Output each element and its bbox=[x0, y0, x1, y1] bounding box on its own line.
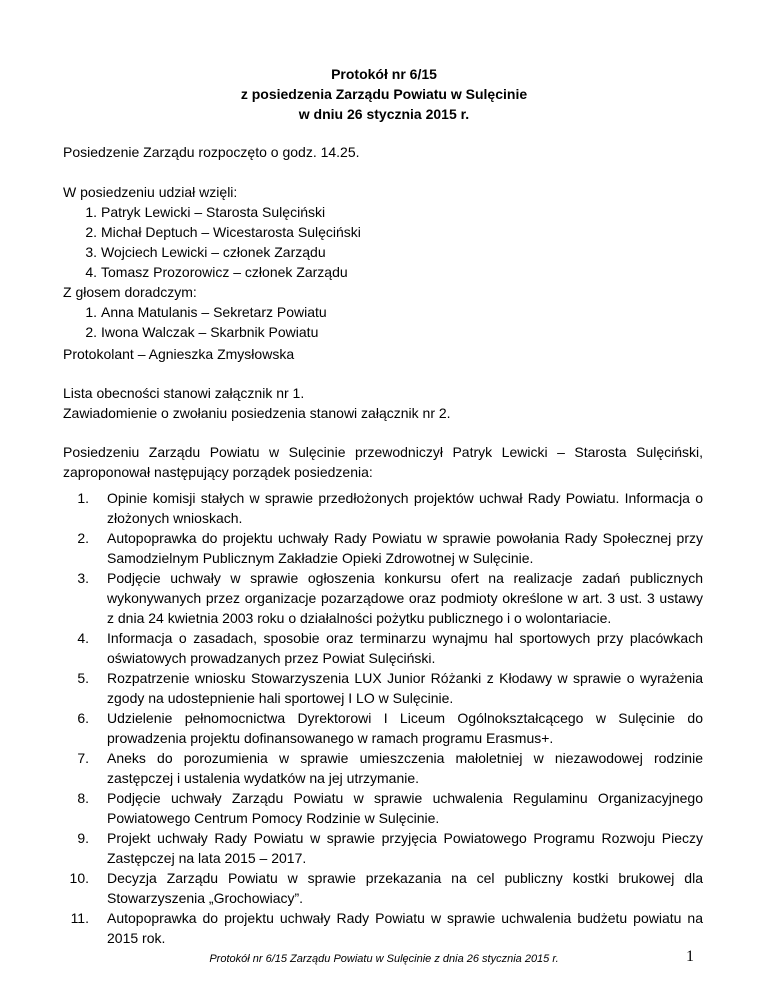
agenda-item: 6. Udzielenie pełnomocnictwa Dyrektorowi I Liceum Ogólnokształcącego w Sulęcinie do prowadzenia projektu dofinansowanego w ramach programu Erasmus+. bbox=[77, 710, 703, 746]
participants-section bbox=[63, 182, 703, 342]
list-item: 2. Iwona Walczak – Skarbnik Powiatu bbox=[85, 324, 319, 340]
page-footer: Protokół nr 6/15 Zarządu Powiatu w Sulęcinie z dnia 26 stycznia 2015 r. bbox=[209, 953, 559, 965]
agenda-item: 11. Autopoprawka do projektu uchwały Rady Powiatu w sprawie uchwalenia budżetu powiatu na 2015 rok. bbox=[70, 910, 703, 946]
agenda-item: 7. Aneks do porozumienia w sprawie umieszczenia małoletniej w niezawodowej rodzinie zastępczej i ustalenia wydatków na jej utrzymanie. bbox=[77, 750, 703, 786]
agenda-item: 8. Podjęcie uchwały Zarządu Powiatu w sprawie uchwalenia Regulaminu Organizacyjnego Powiatowego Centrum Pomocy Rodzinie w Sulęcinie. bbox=[77, 790, 703, 826]
agenda-list bbox=[63, 488, 703, 948]
agenda-item: 10. Decyzja Zarządu Powiatu w sprawie przekazania na cel publiczny kostki brukowej dla Stowarzyszenia „Grochowiacy”. bbox=[69, 870, 703, 906]
list-item: 1. Patryk Lewicki – Starosta Sulęciński bbox=[85, 204, 326, 220]
header-title: Protokół nr 6/15 bbox=[331, 66, 437, 82]
start-time-paragraph: Posiedzenie Zarządu rozpoczęto o godz. 14.25. bbox=[63, 144, 360, 160]
list-item: 1. Anna Matulanis – Sekretarz Powiatu bbox=[85, 304, 327, 320]
attachments-paragraph bbox=[63, 383, 703, 423]
chair-paragraph: Posiedzeniu Zarządu Powiatu w Sulęcinie przewodniczył Patryk Lewicki – Starosta Sulęciński, zaproponował następujący porządek posiedzenia: bbox=[63, 444, 703, 480]
agenda-item: 1. Opinie komisji stałych w sprawie przedłożonych projektów uchwał Rady Powiatu. Informacja o złożonych wnioskach. bbox=[77, 490, 703, 526]
list-item: 2. Michał Deptuch – Wicestarosta Sulęciński bbox=[85, 224, 361, 240]
agenda-item: 9. Projekt uchwały Rady Powiatu w sprawie przyjęcia Powiatowego Programu Rozwoju Pieczy Zastępczej na lata 2015 – 2017. bbox=[77, 830, 703, 866]
attachment-line: Zawiadomienie o zwołaniu posiedzenia stanowi załącznik nr 2. bbox=[63, 405, 451, 421]
list-item: 3. Wojciech Lewicki – członek Zarządu bbox=[85, 244, 326, 260]
advisory-list bbox=[75, 302, 703, 342]
participants-intro: W posiedzeniu udział wzięli: bbox=[63, 184, 238, 200]
agenda-item: 5. Rozpatrzenie wniosku Stowarzyszenia LUX Junior Różanki z Kłodawy w sprawie o wyrażenia zgody na udostepnienie hali sportowej I LO w Sulęcinie. bbox=[77, 670, 703, 706]
agenda-item: 2. Autopoprawka do projektu uchwały Rady Powiatu w sprawie powołania Rady Społecznej przy Samodzielnym Publicznym Zakładzie Opieki Zdrowotnej w Sulęcinie. bbox=[77, 530, 703, 566]
attachment-line: Lista obecności stanowi załącznik nr 1. bbox=[63, 385, 305, 401]
agenda-item: 4. Informacja o zasadach, sposobie oraz terminarzu wynajmu hal sportowych przy placówkach oświatowych prowadzanych przez Powiat Sulęciński. bbox=[77, 630, 703, 666]
agenda-item: 3. Podjęcie uchwały w sprawie ogłoszenia konkursu ofert na realizacje zadań publicznych wykonywanych przez organizacje pozarządowe oraz podmioty określone w art. 3 ust. 3 ustawy z dnia 24 kwietnia 2003 roku o działalności pożytku publicznego i o wolontariacie. bbox=[77, 570, 703, 626]
advisory-intro: Z głosem doradczym: bbox=[63, 284, 197, 300]
header-date: w dniu 26 stycznia 2015 r. bbox=[298, 106, 470, 122]
recorder-paragraph: Protokolant – Agnieszka Zmysłowska bbox=[63, 346, 295, 362]
list-item: 4. Tomasz Prozorowicz – członek Zarządu bbox=[85, 264, 348, 280]
participants-list bbox=[75, 202, 703, 282]
document-header bbox=[0, 64, 768, 124]
page-number: 1 bbox=[686, 948, 694, 965]
header-subtitle: z posiedzenia Zarządu Powiatu w Sulęcinie bbox=[240, 86, 528, 102]
